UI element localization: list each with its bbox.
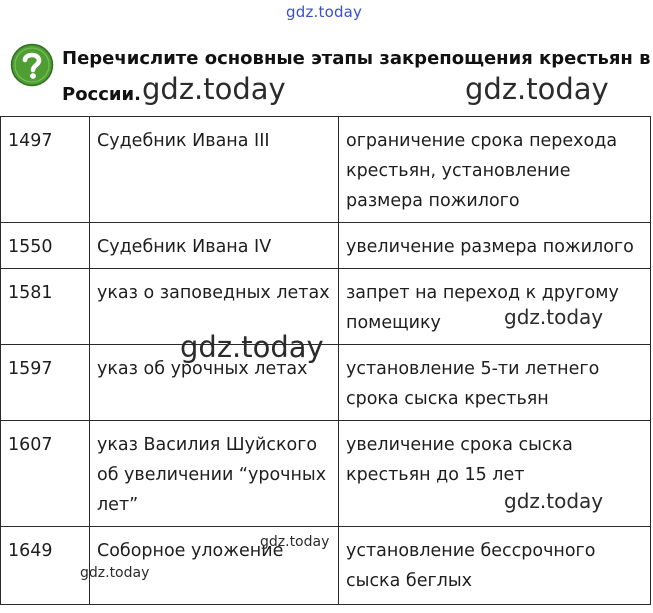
document-cell: указ Василия Шуйского об увеличении “урочных лет” [90, 421, 339, 527]
watermark: gdz.today [80, 565, 150, 581]
question-title: Перечислите основные этапы закрепощения крестьян в России. [62, 48, 651, 105]
change-cell: увеличение срока сыска крестьян до 15 лет [339, 421, 651, 527]
year-cell: 1607 [1, 421, 90, 527]
document-cell: указ об урочных летах [90, 345, 339, 421]
serfdom-stages-table [0, 116, 651, 605]
question-mark-icon [10, 43, 54, 87]
table-row [1, 345, 651, 421]
year-cell: 1497 [1, 117, 90, 223]
watermark: gdz.today [142, 72, 286, 106]
table-row [1, 223, 651, 269]
change-cell: запрет на переход к другому помещику [339, 269, 651, 345]
year-cell: 1550 [1, 223, 90, 269]
watermark: gdz.today [260, 534, 330, 550]
document-cell: Соборное уложение [90, 527, 339, 605]
change-cell: установление бессрочного сыска беглых [339, 527, 651, 605]
watermark: gdz.today [465, 72, 609, 106]
watermark: gdz.today [504, 489, 604, 513]
document-cell: указ о заповедных летах [90, 269, 339, 345]
change-cell: увеличение размера пожилого [339, 223, 651, 269]
change-cell: установление 5-ти летнего срока сыска крестьян [339, 345, 651, 421]
year-cell: 1581 [1, 269, 90, 345]
change-cell: ограничение срока перехода крестьян, установление размера пожилого [339, 117, 651, 223]
watermark: gdz.today [180, 330, 324, 364]
year-cell: 1597 [1, 345, 90, 421]
document-cell: Судебник Ивана IV [90, 223, 339, 269]
watermark-top: gdz.today [286, 3, 363, 21]
document-cell: Судебник Ивана III [90, 117, 339, 223]
year-cell: 1649 [1, 527, 90, 605]
table-row [1, 117, 651, 223]
watermark: gdz.today [504, 305, 604, 329]
